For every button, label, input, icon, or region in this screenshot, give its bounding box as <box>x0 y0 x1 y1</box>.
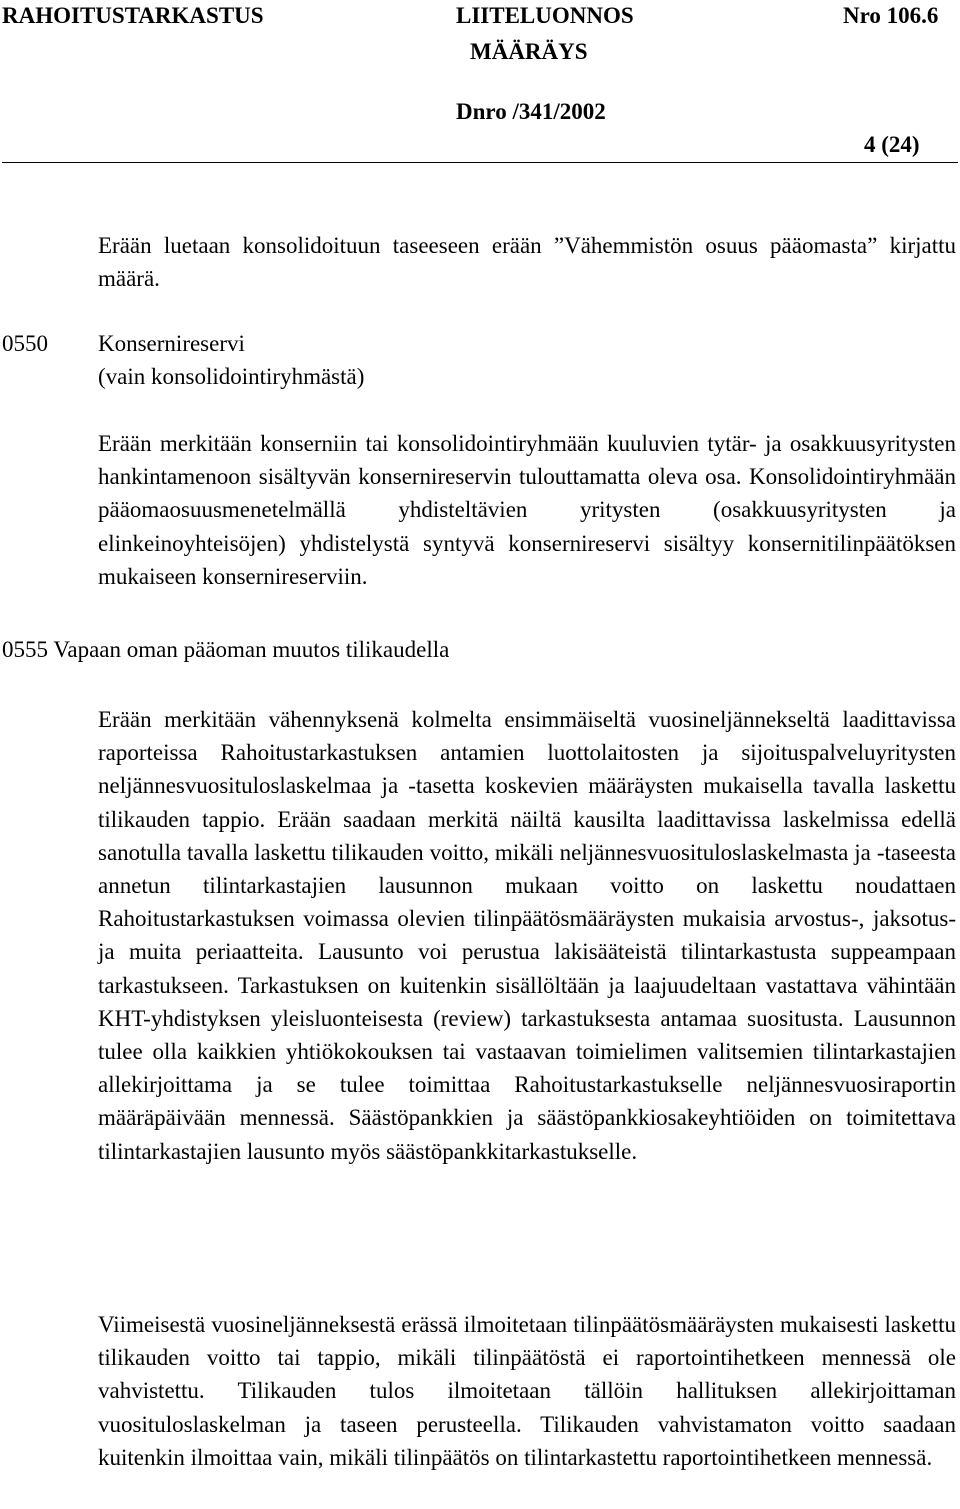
section-0555-heading: 0555 Vapaan oman pääoman muutos tilikaudella <box>2 637 450 662</box>
section-0555-paragraph-1: Erään merkitään vähennyksenä kolmelta ensimmäiseltä vuosineljännekseltä laadittavissa raporteissa Rahoitustarkastuksen antamien luottolaitosten ja sijoituspalveluyritysten neljännesvuosituloslaskelmaa ja -tasetta koskevien määräysten mukaisella tavalla laskettu tilikauden tappio. Erään saadaan merkitä näiltä kausilta laadittavissa laskelmissa edellä sanotulla tavalla laskettu tilikauden voitto, mikäli neljännesvuosituloslaskelmasta ja -taseesta annetun tilintarkastajien lausunnon mukaan voitto on laskettu noudattaen Rahoitustarkastuksen voimassa olevien tilinpäätösmääräysten mukaisia arvostus-, jaksotus- ja muita periaatteita. Lausunto voi perustua lakisääteistä tilintarkastusta suppeampaan tarkastukseen. Tarkastuksen on kuitenkin sisällöltään ja laajuudeltaan vastattava vähintään KHT-yhdistyksen yleisluonteisesta (review) tarkastuksesta antamaa suositusta. Lausunnon tulee olla kaikkien yhtiökokouksen tai vastaavan toimielimen valitsemien tilintarkastajien allekirjoittama ja se tulee toimittaa Rahoitustarkastukselle neljännesvuosiraportin määräpäivään mennessä. Säästöpankkien ja säästöpankkiosakeyhtiöiden on toimitettava tilintarkastajien lausunto myös säästöpankkitarkastukselle. <box>98 707 956 1164</box>
header-organization: RAHOITUSTARKASTUS <box>2 3 264 28</box>
section-0555-paragraph-2: Viimeisestä vuosineljänneksestä erässä ilmoitetaan tilinpäätösmääräysten mukaisesti laskettu tilikauden voitto tai tappio, mikäli tilinpäätöstä ei raportointihetkeen mennessä ole vahvistettu. Tilikauden tulos ilmoitetaan tällöin hallituksen allekirjoittaman vuosituloslaskelman ja taseen perusteella. Tilikauden vahvistamaton voitto saadaan kuitenkin ilmoittaa vain, mikäli tilinpäätös on tilintarkastettu raportointihetkeen mennessä. <box>98 1312 956 1470</box>
page-number: 4 (24) <box>864 132 920 157</box>
section-0550-subtitle: (vain konsolidointiryhmästä) <box>98 364 365 389</box>
section-0550-title: Konsernireservi <box>98 331 245 356</box>
section-0550-paragraph: Erään merkitään konserniin tai konsolidointiryhmään kuuluvien tytär- ja osakkuusyritysten hankintamenoon sisältyvän konsernireservin tulouttamatta oleva osa. Konsolidointiryhmään pääomaosuusmenetelmällä yhdisteltävien yritysten (osakkuusyritysten ja elinkeinoyhteisöjen) yhdistelystä syntyvä konsernireservi sisältyy konsernitilinpäätöksen mukaiseen konsernireserviin. <box>98 431 956 589</box>
header-number: Nro 106.6 <box>843 3 939 28</box>
document-reference-number: Dnro /341/2002 <box>456 99 606 124</box>
header-document-type: LIITELUONNOS <box>456 3 634 28</box>
header-divider <box>2 162 958 163</box>
section-0550-code: 0550 <box>2 331 48 356</box>
document-title: MÄÄRÄYS <box>470 39 588 64</box>
intro-paragraph: Erään luetaan konsolidoituun taseeseen erään ”Vähemmistön osuus pääomasta” kirjattu määrä. <box>98 233 956 292</box>
